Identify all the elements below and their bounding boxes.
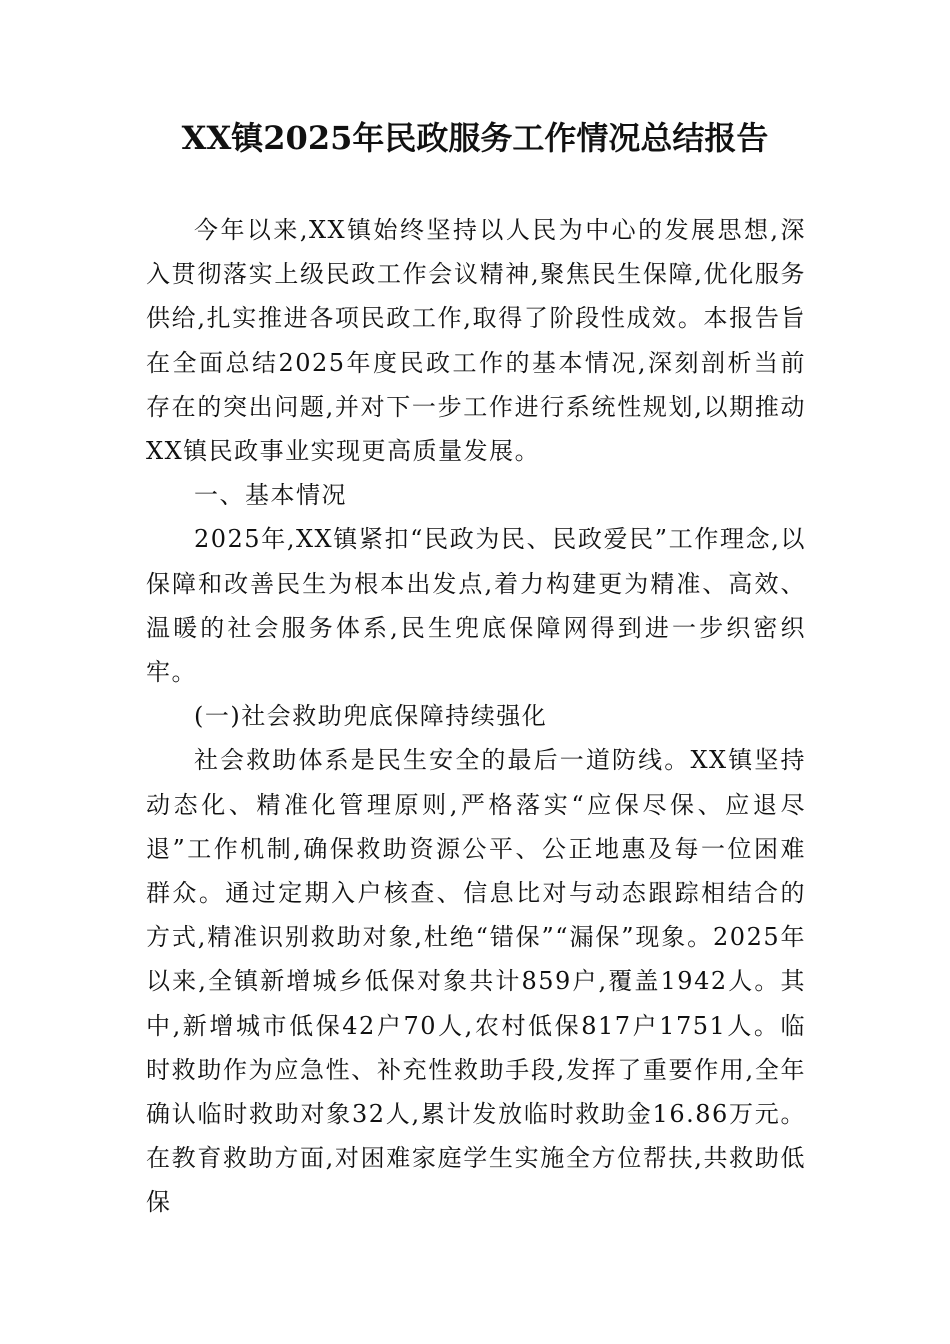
document-body (146, 208, 806, 1225)
subsection-paragraph: 社会救助体系是民生安全的最后一道防线。XX镇坚持动态化、精准化管理原则,严格落实“应保尽保、应退尽退”工作机制,确保救助资源公平、公正地惠及每一位困难群众。通过定期入户核查、信息比对与动态跟踪相结合的方式,精准识别救助对象,杜绝“错保”“漏保”现象。2025年以来,全镇新增城乡低保对象共计859户,覆盖1942人。其中,新增城市低保42户70人,农村低保817户1751人。临时救助作为应急性、补充性救助手段,发挥了重要作用,全年确认临时救助对象32人,累计发放临时救助金16.86万元。在教育救助方面,对困难家庭学生实施全方位帮扶,共救助低保 (146, 746, 806, 1217)
section-paragraph: 2025年,XX镇紧扣“民政为民、民政爱民”工作理念,以保障和改善民生为根本出发点,着力构建更为精准、高效、温暖的社会服务体系,民生兜底保障网得到进一步织密织牢。 (146, 525, 806, 687)
subsection-heading-social-assistance: (一)社会救助兜底保障持续强化 (194, 702, 548, 731)
section-heading-basic-situation: 一、基本情况 (194, 481, 347, 510)
intro-paragraph: 今年以来,XX镇始终坚持以人民为中心的发展思想,深入贯彻落实上级民政工作会议精神,聚焦民生保障,优化服务供给,扎实推进各项民政工作,取得了阶段性成效。本报告旨在全面总结2025年度民政工作的基本情况,深刻剖析当前存在的突出问题,并对下一步工作进行系统性规划,以期推动XX镇民政事业实现更高质量发展。 (146, 216, 806, 466)
document-title: XX镇2025年民政服务工作情况总结报告 (181, 119, 769, 157)
